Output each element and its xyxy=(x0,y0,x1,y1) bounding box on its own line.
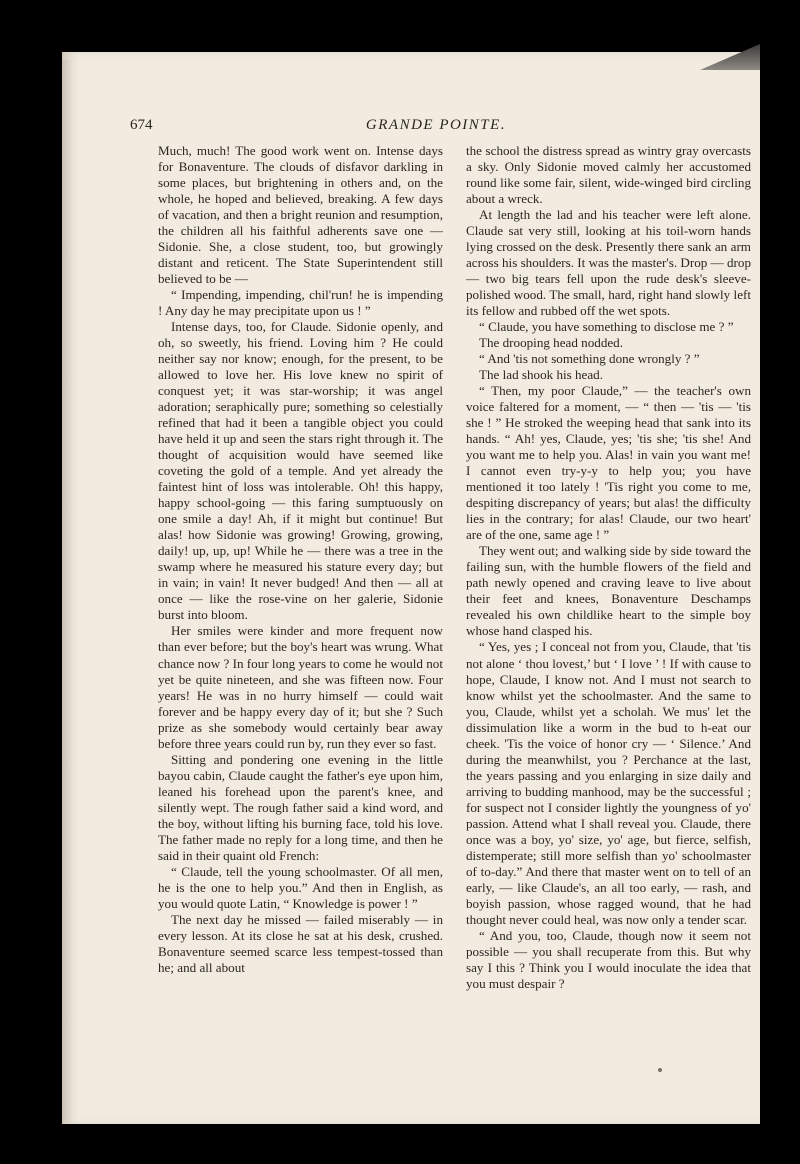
running-title: GRANDE POINTE. xyxy=(365,117,507,133)
paragraph: “ Impending, impending, chil'run! he is impending ! Any day he may precipitate upon us ! ” xyxy=(158,287,443,319)
paragraph: “ And 'tis not something done wrongly ? ” xyxy=(479,351,700,367)
page-gutter-shadow xyxy=(62,60,80,1120)
paragraph: The drooping head nodded. xyxy=(479,335,623,351)
paragraph: The lad shook his head. xyxy=(479,367,604,383)
paragraph: “ Claude, tell the young schoolmaster. Of all men, he is the one to help you.” And then in English, as you would quote Latin, “ Knowledge is power ! ” xyxy=(158,863,443,911)
paragraph: Her smiles were kinder and more frequent now than ever before; but the boy's heart was wrung. What chance now ? In four long years to come he would not yet be quite nineteen, and she was fifteen now. Four years! He was in no hurry himself — could wait forever and be happy every day of it; but she ? Such prize as she somebody would certainly bear away before three years could run by, run they ever so fast. xyxy=(158,623,443,751)
page-number: 674 xyxy=(130,117,153,133)
paragraph: Much, much! The good work went on. Intense days for Bonaventure. The clouds of disfavor darkling in some places, but brightening in others and, on the whole, he hoped and believed, breaking. A few days of vacation, and then a bright reunion and resumption, the children all his faithful adherents save one — Sidonie. She, a close student, too, but growingly distant and reticent. The State Superintendent still believed to be — xyxy=(158,143,443,287)
paragraph: Sitting and pondering one evening in the little bayou cabin, Claude caught the father's eye upon him, leaned his forehead upon the parent's knee, and silently wept. The rough father said a kind word, and the boy, without lifting his burning face, told his love. The father made no reply for a long time, and then he said in their quaint old French: xyxy=(158,751,443,863)
paragraph: “ Claude, you have something to disclose me ? ” xyxy=(479,319,734,335)
paragraph: “ Yes, yes ; I conceal not from you, Claude, that 'tis not alone ‘ thou lovest,’ but ‘ I love ’ ! If with cause to hope, Claude, I know not. And I must not search to know whilst yet the schoolmaster. And the same to you, Claude, whilst yet a scholah. We mus' let the dissimulation like a worm in the bud to h-eat our cheek. 'Tis the voice of honor cry — ‘ Silence.’ And during the meanwhilst, you ? Perchance at the last, the years passing and you enlarging in size daily and arriving to budding manhood, may be the successful ; for suspect not I consider lightly the youngness of yo' passion. Attend what I shall reveal you. Claude, there once was a boy, yo' size, yo' age, but fierce, selfish, distemperate; still more selfish than yo' schoolmaster of to-day.” And there that master went on to tell of an early, — like Claude's, an all too early, — rash, and boyish passion, whose ragged wound, that he had thought never could heal, was now only a tender scar. xyxy=(466,639,751,927)
paragraph: Intense days, too, for Claude. Sidonie openly, and oh, so sweetly, his friend. Loving him ? He could neither say nor know; enough, for the present, to be allowed to love her. His love knew no spirit of conquest yet; it was star-worship; it was angel adoration; seraphically pure; something so celestially refined that had it been a tangible object you could have held it up and seen the stars right through it. The thought of acquisition would have seemed like coveting the gold of a temple. And yet already the faintest hint of loss was intolerable. Oh! this happy, happy school-going — this faring sumptuously on one smile a day! Ah, if it might but continue! But alas! how Sidonie was growing! Growing, growing, daily! up, up, up! While he — there was a tree in the swamp where he measured his stature every day; but in vain; in vain! It never budged! And then — all at once — like the rose-vine on her galerie, Sidonie burst into bloom. xyxy=(158,319,443,623)
paragraph: They went out; and walking side by side toward the failing sun, with the humble flowers of the field and path newly opened and craving leave to live about their feet and knees, Bonaventure Deschamps revealed his own childlike heart to the simple boy whose hand clasped his. xyxy=(466,543,751,639)
paragraph: At length the lad and his teacher were left alone. Claude sat very still, looking at his toil-worn hands lying crossed on the desk. Presently there sank an arm across his shoulders. It was the master's. Drop — drop — two big tears fell upon the rude desk's sleeve-polished wood. The small, hard, right hand slowly left its fellow and rubbed off the wet spots. xyxy=(466,207,751,319)
paragraph: “ And you, too, Claude, though now it seem not possible — you shall recuperate from this. But why say I this ? Think you I would inoculate the idea that you must despair ? xyxy=(466,927,751,991)
page-header xyxy=(130,117,742,139)
right-column xyxy=(466,143,751,992)
paper-speck xyxy=(658,1068,662,1072)
paragraph: “ Then, my poor Claude,” — the teacher's own voice faltered for a moment, — “ then — 'tis — 'tis she ! ” He stroked the weeping head that sank into its hands. “ Ah! yes, Claude, yes; 'tis she; 'tis she! And you want me to help you. Alas! in vain you want me! I cannot even try-y-y to help you; you have mentioned it too lately ! 'Tis right you come to me, despiting discrepancy of years; but alas! the difficulty lies in the contrary; for alas! Claude, our two heart' are of the one, same age ! ” xyxy=(466,383,751,543)
paragraph: The next day he missed — failed miserably — in every lesson. At its close he sat at his desk, crushed. Bonaventure seemed scarce less tempest-tossed than he; and all about xyxy=(158,911,443,975)
left-column xyxy=(158,143,443,976)
paragraph: the school the distress spread as wintry gray overcasts a sky. Only Sidonie moved calmly her accustomed round like some fair, silent, wide-winged bird circling about a wreck. xyxy=(466,143,751,207)
